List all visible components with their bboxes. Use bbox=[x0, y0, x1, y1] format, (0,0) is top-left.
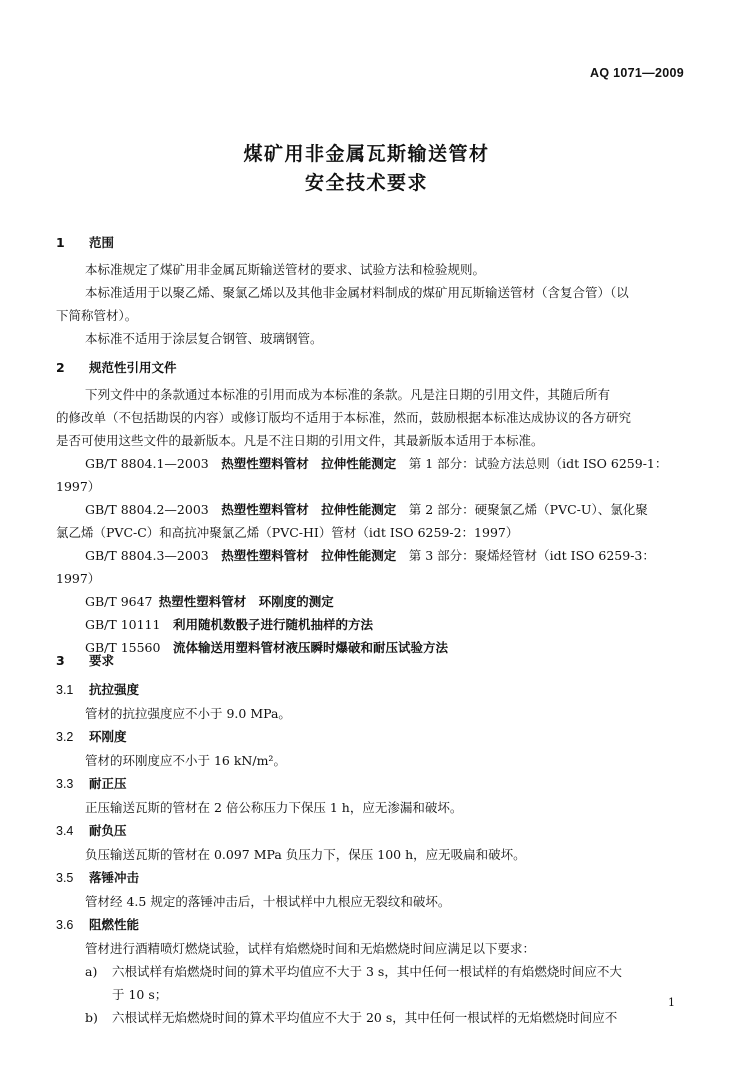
paragraph-line: 的修改单（不包括勘误的内容）或修订版均不适用于本标准，然而，鼓励根据本标准达成协议的各方研究 bbox=[56, 410, 632, 425]
requirement-text: 管材的抗拉强度应不小于 9.0 MPa。 bbox=[85, 706, 291, 721]
section-number: 3 bbox=[56, 653, 65, 668]
paragraph: 本标准不适用于涂层复合钢管、玻璃钢管。 bbox=[85, 331, 323, 346]
reference-title: 流体输送用塑料管材液压瞬时爆破和耐压试验方法 bbox=[172, 640, 448, 655]
subsection-heading bbox=[56, 678, 681, 702]
subsection-number: 3.6 bbox=[56, 918, 74, 932]
section-title: 范围 bbox=[89, 235, 115, 250]
paragraph: 本标准规定了煤矿用非金属瓦斯输送管材的要求、试验方法和检验规则。 bbox=[85, 262, 486, 277]
reference-subtitle: 拉伸性能测定 bbox=[321, 456, 397, 471]
reference-item bbox=[56, 452, 681, 475]
document-title: 煤矿用非金属瓦斯输送管材 bbox=[243, 143, 490, 165]
reference-code: GB/T 15560 bbox=[85, 640, 161, 655]
subsection-number: 3.4 bbox=[56, 824, 74, 838]
reference-code: GB/T 8804.2—2003 bbox=[85, 502, 209, 517]
reference-subtitle: 环刚度的测定 bbox=[258, 594, 334, 609]
section-heading bbox=[56, 649, 681, 672]
subsection-heading bbox=[56, 725, 681, 749]
section-2 bbox=[56, 356, 681, 659]
subsection-number: 3.1 bbox=[56, 683, 74, 697]
list-item-continuation: 于 10 s； bbox=[112, 987, 168, 1002]
reference-title: 热塑性塑料管材 bbox=[221, 502, 309, 517]
section-number: 2 bbox=[56, 360, 65, 375]
subsection-heading bbox=[56, 819, 681, 843]
standard-number: AQ 1071—2009 bbox=[590, 66, 684, 80]
reference-item bbox=[56, 498, 681, 521]
requirement-text: 管材进行酒精喷灯燃烧试验，试样有焰燃烧时间和无焰燃烧时间应满足以下要求： bbox=[85, 941, 536, 956]
subsection-title: 阻燃性能 bbox=[89, 917, 140, 932]
reference-continuation: 1997） bbox=[56, 479, 101, 494]
reference-part: 第 2 部分：硬聚氯乙烯（PVC-U）、氯化聚 bbox=[408, 502, 648, 517]
subsection-number: 3.2 bbox=[56, 730, 74, 744]
section-title: 要求 bbox=[89, 653, 115, 668]
subsection-title: 落锤冲击 bbox=[89, 870, 140, 885]
reference-title: 热塑性塑料管材 bbox=[158, 594, 247, 609]
reference-title: 利用随机数骰子进行随机抽样的方法 bbox=[172, 617, 373, 632]
section-heading bbox=[56, 231, 681, 254]
paragraph: 本标准适用于以聚乙烯、聚氯乙烯以及其他非金属材料制成的煤矿用瓦斯输送管材（含复合管）（以 bbox=[85, 285, 629, 300]
subsection-number: 3.3 bbox=[56, 777, 74, 791]
reference-code: GB/T 8804.3—2003 bbox=[85, 548, 209, 563]
reference-continuation: 氯乙烯（PVC-C）和高抗冲聚氯乙烯（PVC-HI）管材（idt ISO 6259-2：1997） bbox=[56, 525, 519, 540]
reference-item bbox=[56, 613, 681, 636]
subsection-title: 耐正压 bbox=[89, 776, 127, 791]
list-text: 六根试样有焰燃烧时间的算术平均值应不大于 3 s，其中任何一根试样的有焰燃烧时间应不大 bbox=[112, 964, 622, 979]
subsection-number: 3.5 bbox=[56, 871, 74, 885]
list-item bbox=[56, 960, 681, 983]
reference-title: 热塑性塑料管材 bbox=[221, 548, 309, 563]
reference-item bbox=[56, 544, 681, 567]
section-3 bbox=[56, 649, 681, 1029]
reference-part: 第 3 部分：聚烯烃管材（idt ISO 6259-3： bbox=[408, 548, 655, 563]
reference-part: 第 1 部分：试验方法总则（idt ISO 6259-1： bbox=[408, 456, 668, 471]
subsection-title: 环刚度 bbox=[89, 729, 127, 744]
paragraph: 下列文件中的条款通过本标准的引用而成为本标准的条款。凡是注日期的引用文件，其随后所有 bbox=[85, 387, 611, 402]
document-subtitle: 安全技术要求 bbox=[304, 172, 428, 194]
requirement-text: 管材经 4.5 规定的落锤冲击后，十根试样中九根应无裂纹和破坏。 bbox=[85, 894, 451, 909]
requirement-text: 正压输送瓦斯的管材在 2 倍公称压力下保压 1 h，应无渗漏和破坏。 bbox=[85, 800, 463, 815]
section-1 bbox=[56, 231, 681, 350]
section-number: 1 bbox=[56, 235, 65, 250]
reference-subtitle: 拉伸性能测定 bbox=[321, 548, 397, 563]
list-item bbox=[56, 1006, 681, 1029]
subsection-heading bbox=[56, 866, 681, 890]
paragraph-continuation: 下简称管材）。 bbox=[56, 308, 138, 323]
reference-code: GB/T 8804.1—2003 bbox=[85, 456, 209, 471]
list-text: 六根试样无焰燃烧时间的算术平均值应不大于 20 s，其中任何一根试样的无焰燃烧时间应不 bbox=[112, 1010, 618, 1025]
subsection-heading bbox=[56, 913, 681, 937]
reference-code: GB/T 10111 bbox=[85, 617, 161, 632]
subsection-title: 抗拉强度 bbox=[89, 682, 140, 697]
list-marker: b) bbox=[85, 1010, 98, 1025]
paragraph-line: 是否可使用这些文件的最新版本。凡是不注日期的引用文件，其最新版本适用于本标准。 bbox=[56, 433, 544, 448]
reference-title: 热塑性塑料管材 bbox=[221, 456, 309, 471]
section-title: 规范性引用文件 bbox=[89, 360, 177, 375]
list-marker: a) bbox=[85, 964, 98, 979]
reference-code: GB/T 9647 bbox=[85, 594, 153, 609]
reference-continuation: 1997） bbox=[56, 571, 101, 586]
requirement-text: 管材的环刚度应不小于 16 kN/m²。 bbox=[85, 753, 286, 768]
section-heading bbox=[56, 356, 681, 379]
reference-subtitle: 拉伸性能测定 bbox=[321, 502, 397, 517]
page-number: 1 bbox=[668, 996, 675, 1009]
requirement-text: 负压输送瓦斯的管材在 0.097 MPa 负压力下，保压 100 h，应无吸扁和破坏。 bbox=[85, 847, 526, 862]
subsection-title: 耐负压 bbox=[89, 823, 127, 838]
subsection-heading bbox=[56, 772, 681, 796]
reference-item bbox=[56, 590, 681, 613]
